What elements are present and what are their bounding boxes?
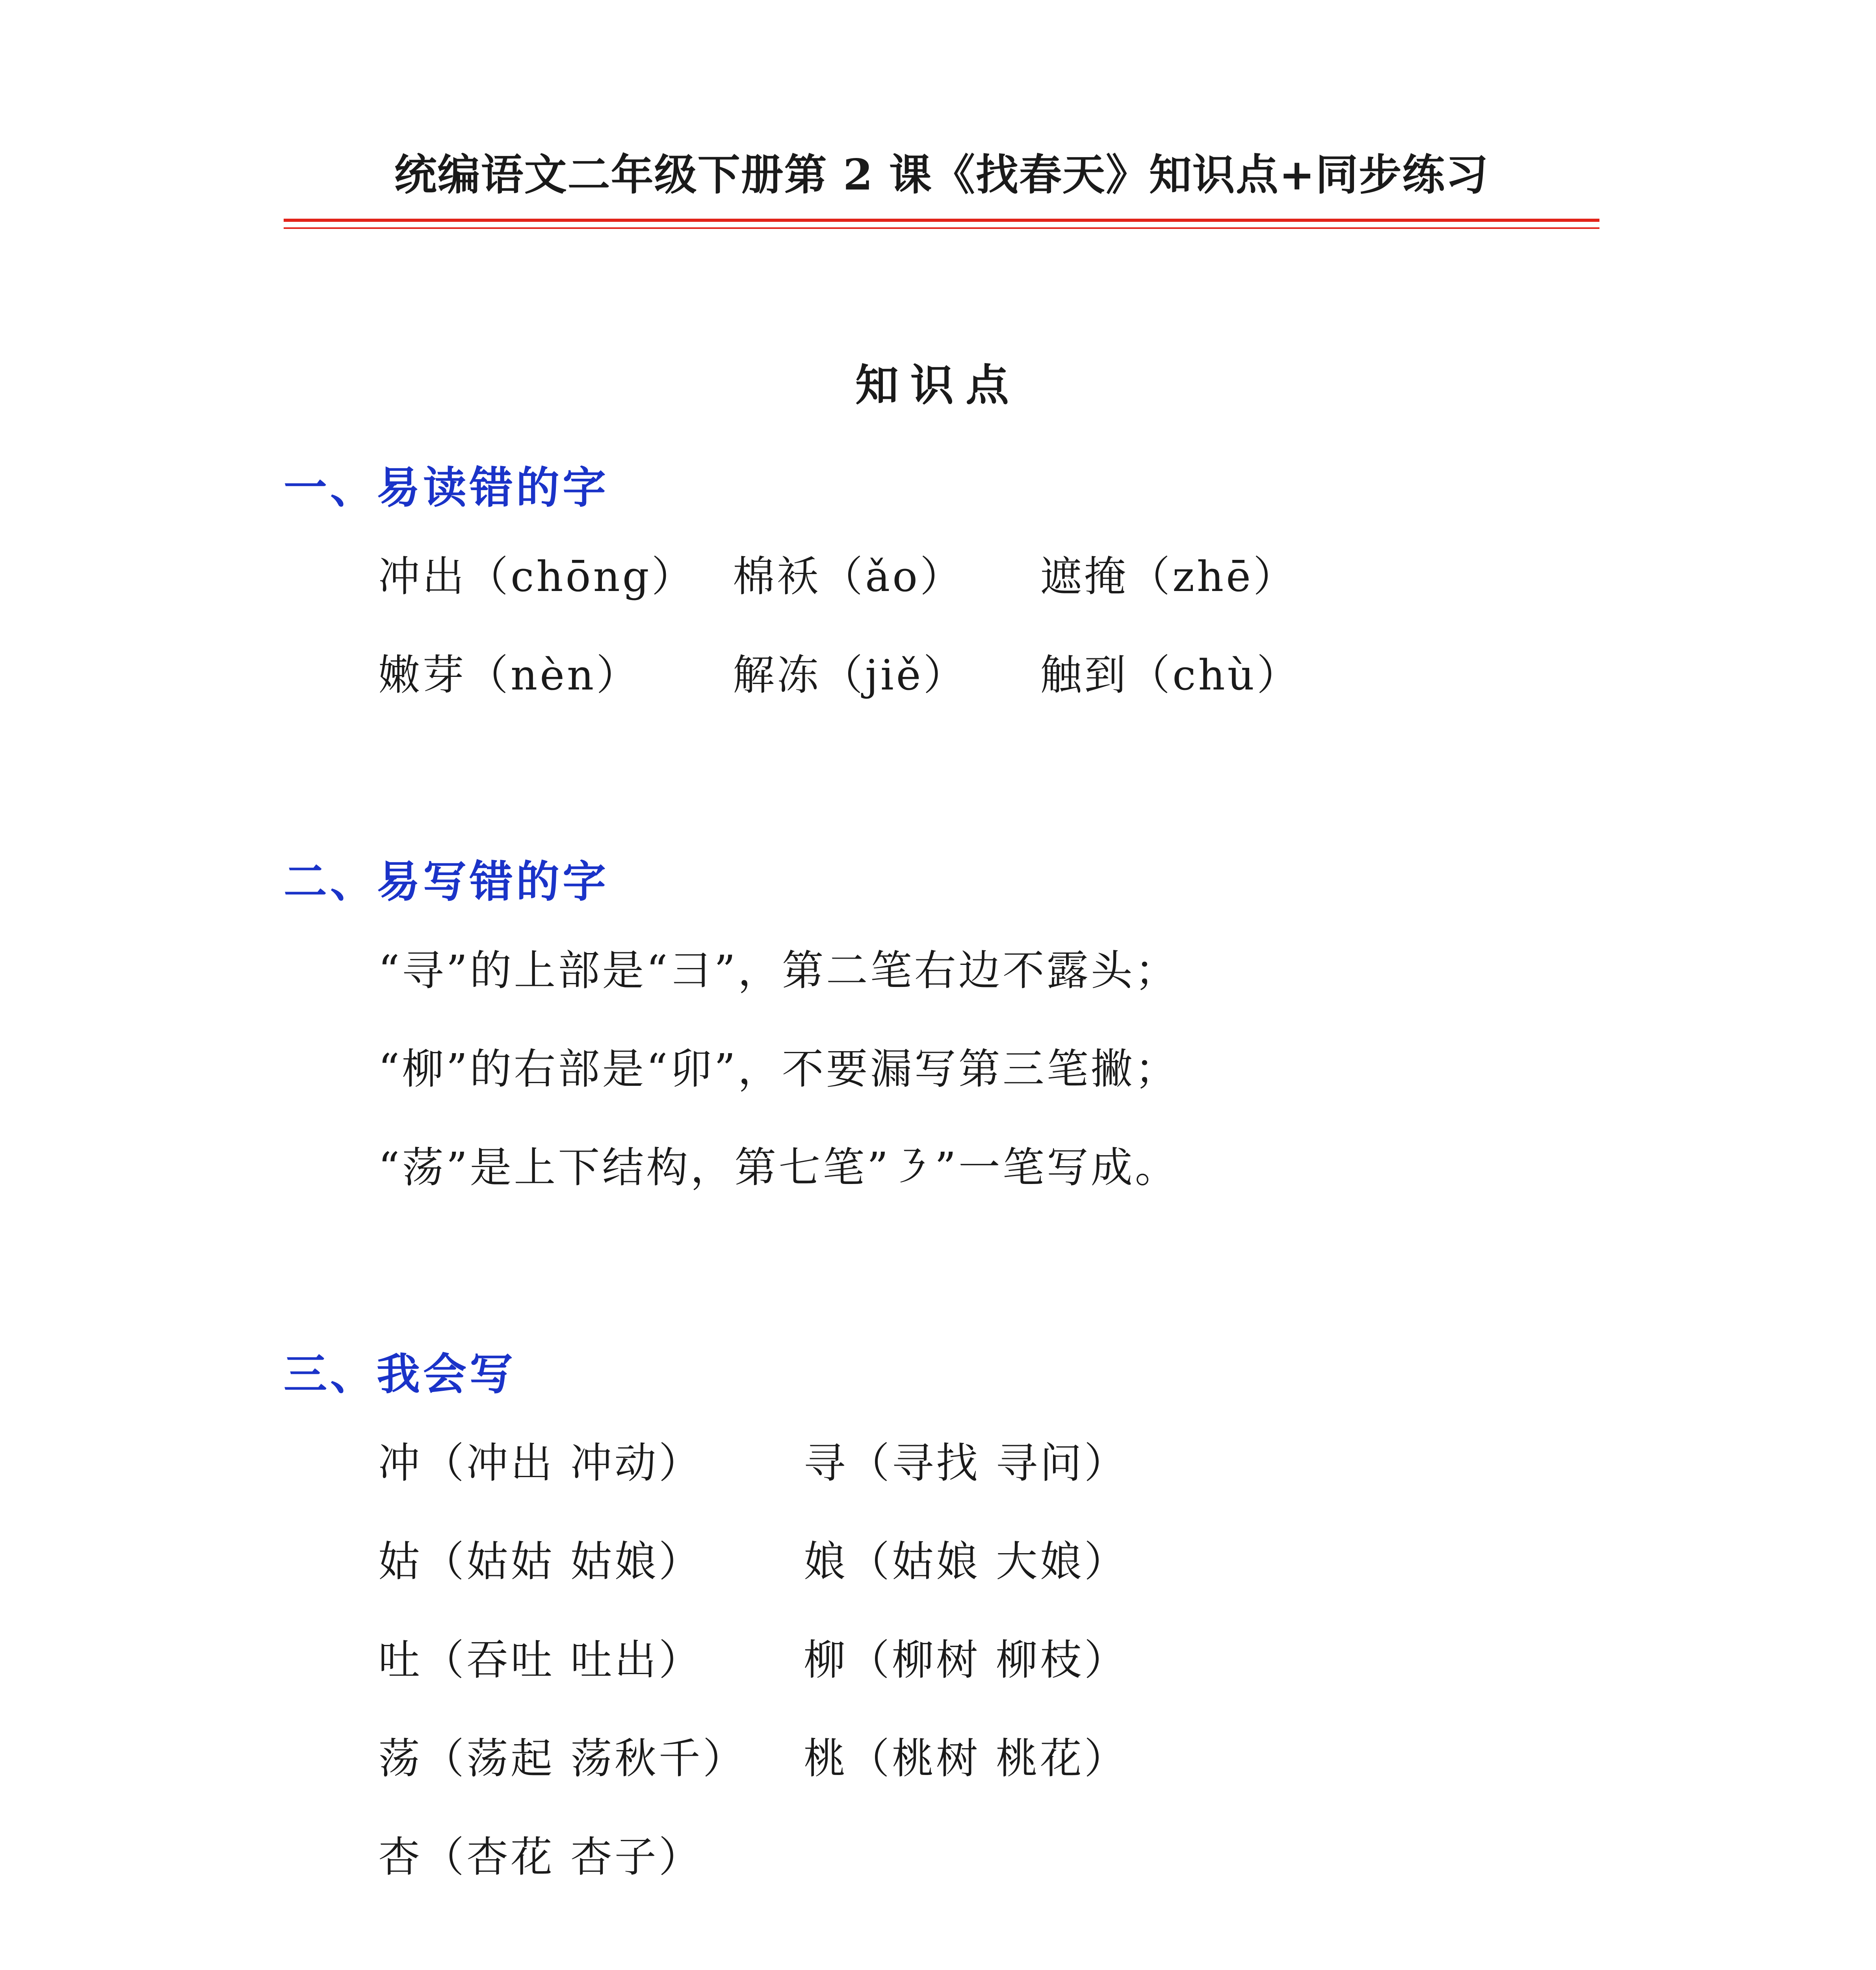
doc-heading: 知识点	[855, 360, 1021, 411]
pinyin-item: 嫩芽（nèn）	[378, 651, 641, 699]
writing-tip: “寻”的上部是“彐”，第二笔右边不露头；	[378, 946, 1179, 995]
section-heading: 二、易写错的字	[284, 856, 609, 907]
word-group: 娘（姑娘 大娘）	[804, 1537, 1128, 1586]
header-rule-thin	[284, 227, 1599, 229]
pinyin-item: 触到（chù）	[1040, 651, 1301, 699]
word-group: 寻（寻找 寻问）	[804, 1439, 1128, 1487]
pinyin-item: 解冻（jiě）	[733, 651, 968, 699]
word-group: 吐（吞吐 吐出）	[378, 1636, 703, 1684]
pinyin-item: 冲出（chōng）	[378, 552, 696, 601]
header-rule-thick	[284, 219, 1599, 222]
pinyin-item: 遮掩（zhē）	[1040, 552, 1297, 601]
section-heading: 一、易读错的字	[284, 462, 609, 513]
word-group: 柳（柳树 柳枝）	[804, 1636, 1128, 1684]
word-group: 杏（杏花 杏子）	[378, 1833, 703, 1881]
writing-tip: “荡”是上下结构，第七笔”㇋”一笔写成。	[378, 1143, 1179, 1192]
writing-tip: “柳”的右部是“卯”，不要漏写第三笔撇；	[378, 1045, 1179, 1093]
header-title: 统编语文二年级下册第 2 课《找春天》知识点+同步练习	[394, 150, 1489, 200]
word-group: 冲（冲出 冲动）	[378, 1439, 703, 1487]
word-group: 姑（姑姑 姑娘）	[378, 1537, 703, 1586]
pinyin-item: 棉袄（ǎo）	[733, 552, 964, 601]
word-group: 桃（桃树 桃花）	[804, 1734, 1128, 1783]
section-heading: 三、我会写	[284, 1349, 516, 1399]
word-group: 荡（荡起 荡秋千）	[378, 1734, 747, 1783]
